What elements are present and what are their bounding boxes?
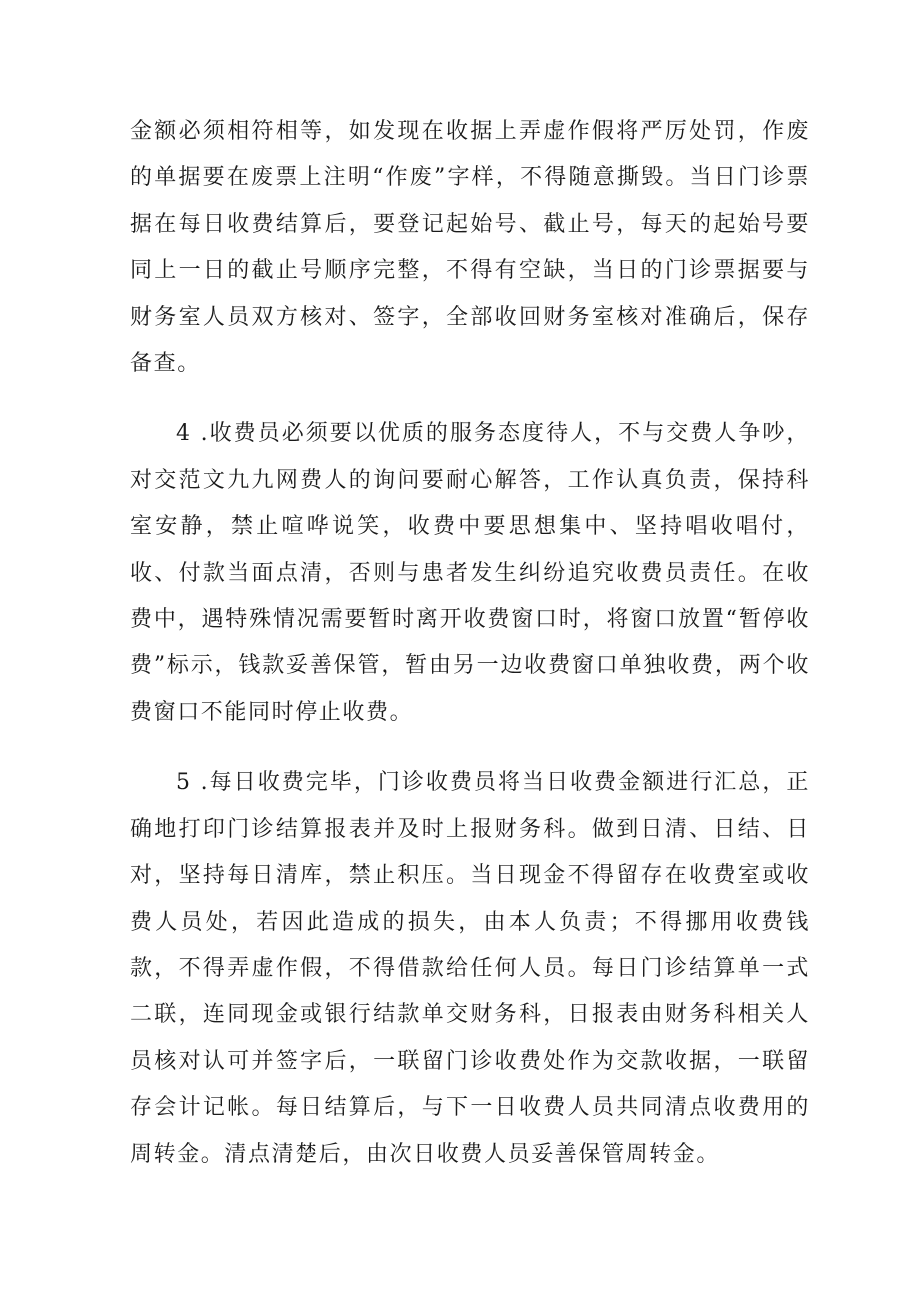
paragraph-item-4: 4 .收费员必须要以优质的服务态度待人，不与交费人争吵，对交范文九九网费人的询问要耐心解答，工作认真负责，保持科室安静，禁止喧哗说笑，收费中要思想集中、坚持唱收唱付，收、付款当面点清，否则与患者发生纠纷追究收费员责任。在收费中，遇特殊情况需要暂时离开收费窗口时，将窗口放置“暂停收费”标示，钱款妥善保管，暂由另一边收费窗口单独收费，两个收费窗口不能同时停止收费。 <box>130 421 810 725</box>
document-body <box>130 109 810 1178</box>
paragraph-continuation: 金额必须相符相等，如发现在收据上弄虚作假将严厉处罚，作废的单据要在废票上注明“作废”字样，不得随意撕毁。当日门诊票据在每日收费结算后，要登记起始号、截止号，每天的起始号要同上一日的截止号顺序完整，不得有空缺，当日的门诊票据要与财务室人员双方核对、签字，全部收回财务室核对准确后，保存备查。 <box>130 119 810 377</box>
paragraph-item-5: 5 .每日收费完毕，门诊收费员将当日收费金额进行汇总，正确地打印门诊结算报表并及时上报财务科。做到日清、日结、日对，坚持每日清库，禁止积压。当日现金不得留存在收费室或收费人员处，若因此造成的损失，由本人负责；不得挪用收费钱款，不得弄虚作假，不得借款给任何人员。每日门诊结算单一式二联，连同现金或银行结款单交财务科，日报表由财务科相关人员核对认可并签字后，一联留门诊收费处作为交款收据，一联留存会计记帐。每日结算后，与下一日收费人员共同清点收费用的周转金。清点清楚后，由次日收费人员妥善保管周转金。 <box>130 770 810 1167</box>
